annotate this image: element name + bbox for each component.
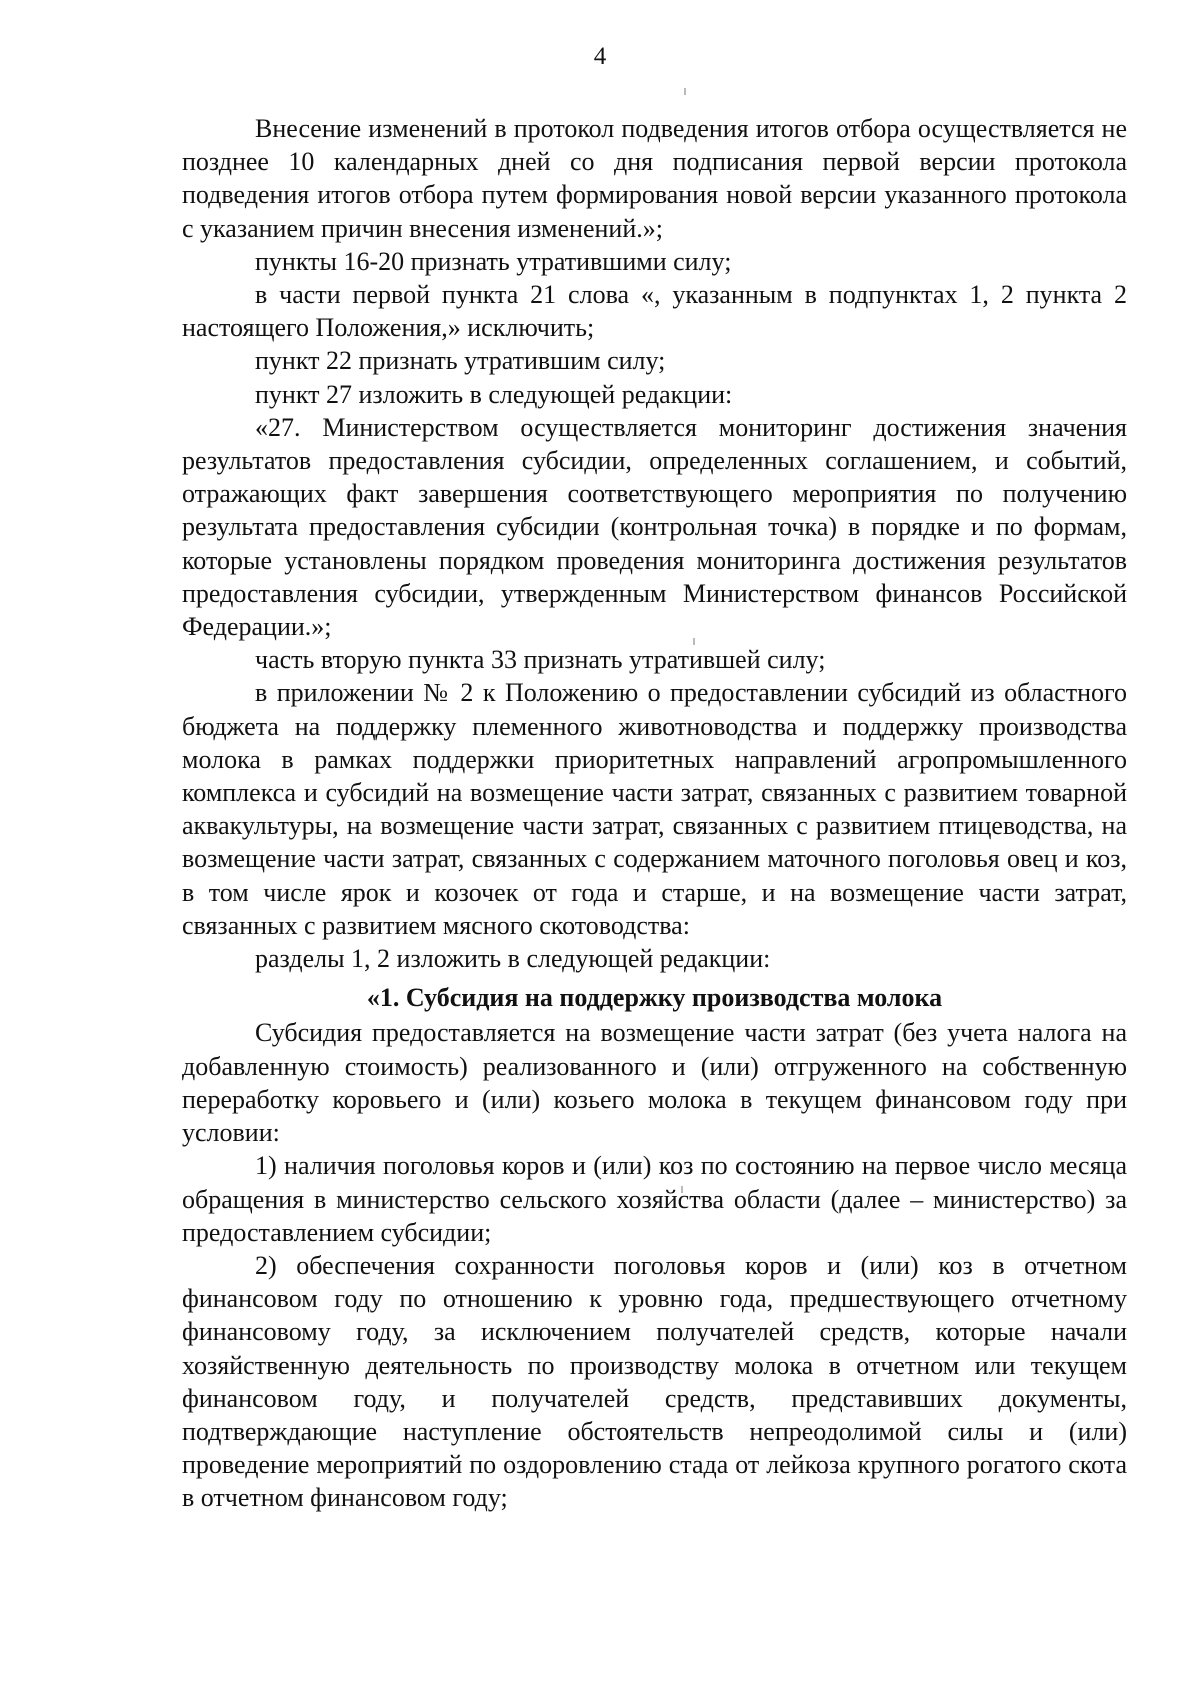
document-body: [182, 112, 1127, 1515]
paragraph: «27. Министерством осуществляется мониторинг достижения значения результатов предоставления субсидии, определенных соглашением, и событий, отражающих факт завершения соответствующего мероприятия по получению результата предоставления субсидии (контрольная точка) в порядке и по формам, которые установлены порядком проведения мониторинга достижения результатов предоставления субсидии, утвержденным Министерством финансов Российской Федерации.»;: [182, 412, 1127, 642]
paragraph: пункт 27 изложить в следующей редакции:: [255, 379, 733, 409]
scan-mark: [684, 88, 686, 95]
paragraph: часть вторую пункта 33 признать утратившей силу;: [255, 645, 826, 675]
section-heading: «1. Субсидия на поддержку производства молока: [366, 983, 943, 1013]
paragraph: Субсидия предоставляется на возмещение части затрат (без учета налога на добавленную стоимость) реализованного и (или) отгруженного на собственную переработку коровьего и (или) козьего молока в текущем финансовом году при условии:: [182, 1018, 1127, 1148]
paragraph: пункты 16-20 признать утратившими силу;: [255, 246, 732, 276]
paragraph: 1) наличия поголовья коров и (или) коз по состоянию на первое число месяца обращения в министерство сельского хозяйства области (далее – министерство) за предоставлением субсидии;: [182, 1151, 1127, 1247]
paragraph: в части первой пункта 21 слова «, указанным в подпунктах 1, 2 пункта 2 настоящего Положения,» исключить;: [182, 280, 1127, 343]
paragraph: Внесение изменений в протокол подведения итогов отбора осуществляется не позднее 10 календарных дней со дня подписания первой версии протокола подведения итогов отбора путем формирования новой версии указанного протокола с указанием причин внесения изменений.»;: [182, 114, 1127, 243]
paragraph: 2) обеспечения сохранности поголовья коров и (или) коз в отчетном финансовом году по отношению к уровню года, предшествующего отчетному финансовому году, за исключением получателей средств, которые начали хозяйственную деятельность по производству молока в отчетном или текущем финансовом году, и получателей средств, представивших документы, подтверждающие наступление обстоятельств непреодолимой силы и (или) проведение мероприятий по оздоровлению стада от лейкоза крупного рогатого скота в отчетном финансовом году;: [182, 1250, 1127, 1513]
paragraph: разделы 1, 2 изложить в следующей редакции:: [255, 944, 771, 974]
paragraph: пункт 22 признать утратившим силу;: [255, 346, 666, 376]
page-number: 4: [593, 43, 607, 70]
paragraph: в приложении № 2 к Положению о предоставлении субсидий из областного бюджета на поддержку племенного животноводства и поддержку производства молока в рамках поддержки приоритетных направлений агропромышленного комплекса и субсидий на возмещение части затрат, связанных с развитием товарной аквакультуры, на возмещение части затрат, связанных с развитием птицеводства, на возмещение части затрат, связанных с содержанием маточного поголовья овец и коз, в том числе ярок и козочек от года и старше, и на возмещение части затрат, связанных с развитием мясного скотоводства:: [182, 678, 1127, 940]
